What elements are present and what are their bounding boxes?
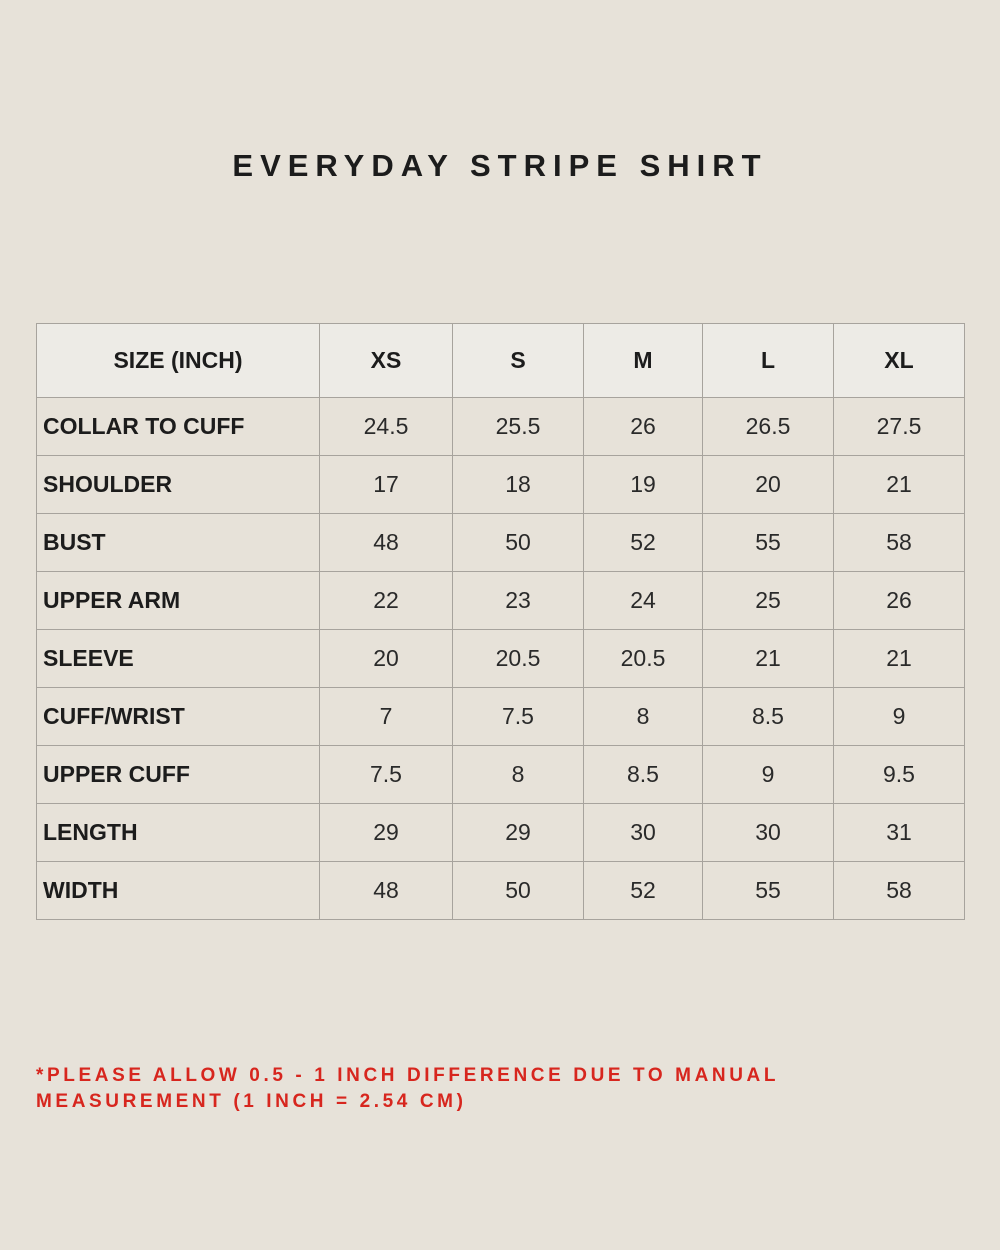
header-size-m: M (584, 324, 703, 398)
row-label: UPPER ARM (37, 572, 320, 630)
measurement-cell: 9 (703, 746, 834, 804)
table-row (37, 804, 965, 862)
table-row (37, 688, 965, 746)
measurement-cell: 21 (834, 630, 965, 688)
size-chart-table (36, 323, 965, 920)
measurement-cell: 17 (320, 456, 453, 514)
measurement-note-line-2: MEASUREMENT (1 INCH = 2.54 CM) (36, 1091, 467, 1112)
page-title: EVERYDAY STRIPE SHIRT (232, 148, 768, 183)
measurement-cell: 24.5 (320, 398, 453, 456)
measurement-cell: 29 (453, 804, 584, 862)
measurement-cell: 23 (453, 572, 584, 630)
measurement-cell: 55 (703, 514, 834, 572)
measurement-cell: 30 (584, 804, 703, 862)
measurement-cell: 7.5 (453, 688, 584, 746)
row-label: BUST (37, 514, 320, 572)
measurement-cell: 50 (453, 862, 584, 920)
header-size-xl: XL (834, 324, 965, 398)
table-header-row (37, 324, 965, 398)
measurement-cell: 48 (320, 514, 453, 572)
table-row (37, 572, 965, 630)
measurement-cell: 20.5 (453, 630, 584, 688)
row-label: COLLAR TO CUFF (37, 398, 320, 456)
table-row (37, 862, 965, 920)
measurement-cell: 9.5 (834, 746, 965, 804)
header-size-l: L (703, 324, 834, 398)
measurement-cell: 20 (320, 630, 453, 688)
measurement-cell: 24 (584, 572, 703, 630)
measurement-cell: 9 (834, 688, 965, 746)
row-label: CUFF/WRIST (37, 688, 320, 746)
header-size-xs: XS (320, 324, 453, 398)
measurement-cell: 21 (703, 630, 834, 688)
measurement-cell: 19 (584, 456, 703, 514)
measurement-cell: 26 (834, 572, 965, 630)
measurement-cell: 27.5 (834, 398, 965, 456)
measurement-cell: 7 (320, 688, 453, 746)
measurement-cell: 50 (453, 514, 584, 572)
measurement-cell: 26.5 (703, 398, 834, 456)
measurement-cell: 20 (703, 456, 834, 514)
table-row (37, 456, 965, 514)
measurement-cell: 8.5 (703, 688, 834, 746)
measurement-cell: 52 (584, 514, 703, 572)
measurement-cell: 58 (834, 514, 965, 572)
measurement-cell: 18 (453, 456, 584, 514)
measurement-cell: 8 (584, 688, 703, 746)
measurement-cell: 25.5 (453, 398, 584, 456)
row-label: WIDTH (37, 862, 320, 920)
measurement-cell: 21 (834, 456, 965, 514)
measurement-note-line-1: *PLEASE ALLOW 0.5 - 1 INCH DIFFERENCE DUE TO MANUAL (36, 1065, 780, 1086)
measurement-cell: 55 (703, 862, 834, 920)
row-label: LENGTH (37, 804, 320, 862)
row-label: SHOULDER (37, 456, 320, 514)
header-size-label: SIZE (INCH) (37, 324, 320, 398)
measurement-cell: 29 (320, 804, 453, 862)
measurement-cell: 7.5 (320, 746, 453, 804)
measurement-cell: 25 (703, 572, 834, 630)
table-row (37, 746, 965, 804)
measurement-cell: 52 (584, 862, 703, 920)
measurement-note (36, 1063, 936, 1115)
measurement-cell: 8 (453, 746, 584, 804)
measurement-cell: 8.5 (584, 746, 703, 804)
measurement-cell: 26 (584, 398, 703, 456)
measurement-cell: 48 (320, 862, 453, 920)
table-row (37, 514, 965, 572)
measurement-cell: 31 (834, 804, 965, 862)
table-row (37, 630, 965, 688)
header-size-s: S (453, 324, 584, 398)
row-label: UPPER CUFF (37, 746, 320, 804)
measurement-cell: 22 (320, 572, 453, 630)
measurement-cell: 20.5 (584, 630, 703, 688)
measurement-cell: 58 (834, 862, 965, 920)
table-row (37, 398, 965, 456)
measurement-cell: 30 (703, 804, 834, 862)
row-label: SLEEVE (37, 630, 320, 688)
